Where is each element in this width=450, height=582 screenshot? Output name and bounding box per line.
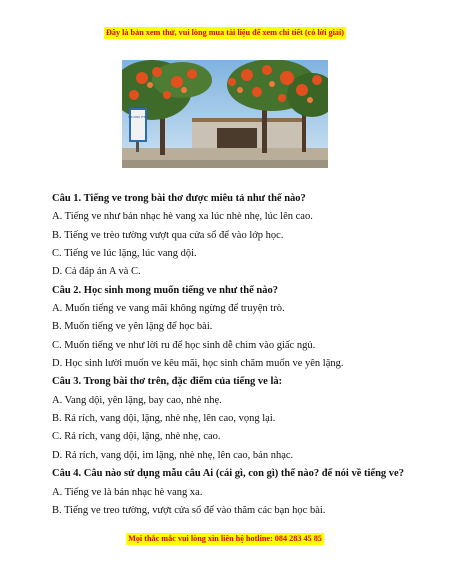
sign-text: TRƯỜNG THCS xyxy=(128,116,148,119)
question-3-title: Câu 3. Trong bài thơ trên, đặc điểm của tiếng ve là: xyxy=(52,376,283,388)
question-1-option-a: A. Tiếng ve như bản nhạc hè vang xa lúc nhè nhẹ, lúc lên cao. xyxy=(52,211,313,223)
question-1-title: Câu 1. Tiếng ve trong bài thơ được miêu tả như thế nào? xyxy=(52,193,306,204)
question-4-option-b: B. Tiếng ve treo tường, vượt cửa sổ để vào thăm các bạn học bài. xyxy=(52,504,326,516)
question-1-option-b: B. Tiếng ve trèo tường vượt qua cửa sổ để vào lớp học. xyxy=(52,229,284,241)
question-1-option-d: D. Cả đáp án A và C. xyxy=(52,266,141,278)
question-3-option-d: D. Rả rích, vang dội, im lặng, nhè nhẹ, lên cao, bản nhạc. xyxy=(52,449,294,461)
question-2-option-c: C. Muốn tiếng ve như lời ru để học sinh dễ chìm vào giấc ngủ. xyxy=(52,339,316,351)
question-3-option-c: C. Rả rích, vang dội, lặng, nhè nhẹ, cao. xyxy=(52,431,221,443)
question-2-title: Câu 2. Học sinh mong muốn tiếng ve như thế nào? xyxy=(52,284,278,296)
question-2-option-d: D. Học sinh lười muốn ve kêu mãi, học sinh chăm muốn ve yên lặng. xyxy=(52,358,344,370)
question-3-option-b: B. Rả rích, vang dội, lặng, nhè nhẹ, lên cao, vọng lại. xyxy=(52,413,276,425)
question-1-option-c: C. Tiếng ve lúc lặng, lúc vang dội. xyxy=(52,248,197,260)
question-list xyxy=(52,190,404,520)
school-yard-photo xyxy=(122,60,328,168)
question-2-option-b: B. Muốn tiếng ve yên lặng để học bài. xyxy=(52,321,213,333)
question-3-option-a: A. Vang dội, yên lặng, bay cao, nhè nhẹ. xyxy=(52,394,222,406)
question-2-option-a: A. Muốn tiếng ve vang mãi không ngừng để truyện trò. xyxy=(52,303,285,315)
hotline-banner: Mọi thắc mắc vui lòng xin liên hệ hotline: 084 283 45 85 xyxy=(128,534,322,543)
preview-notice-banner: Đây là bản xem thử, vui lòng mua tài liệu để xem chi tiết (có lời giải) xyxy=(105,28,345,37)
question-4-option-a: A. Tiếng ve là bản nhạc hè vang xa. xyxy=(52,486,203,498)
photo-illustration xyxy=(122,60,328,168)
question-4-title: Câu 4. Câu nào sử dụng mẫu câu Ai (cái gì, con gì) thế nào? để nói về tiếng ve? xyxy=(52,468,404,480)
